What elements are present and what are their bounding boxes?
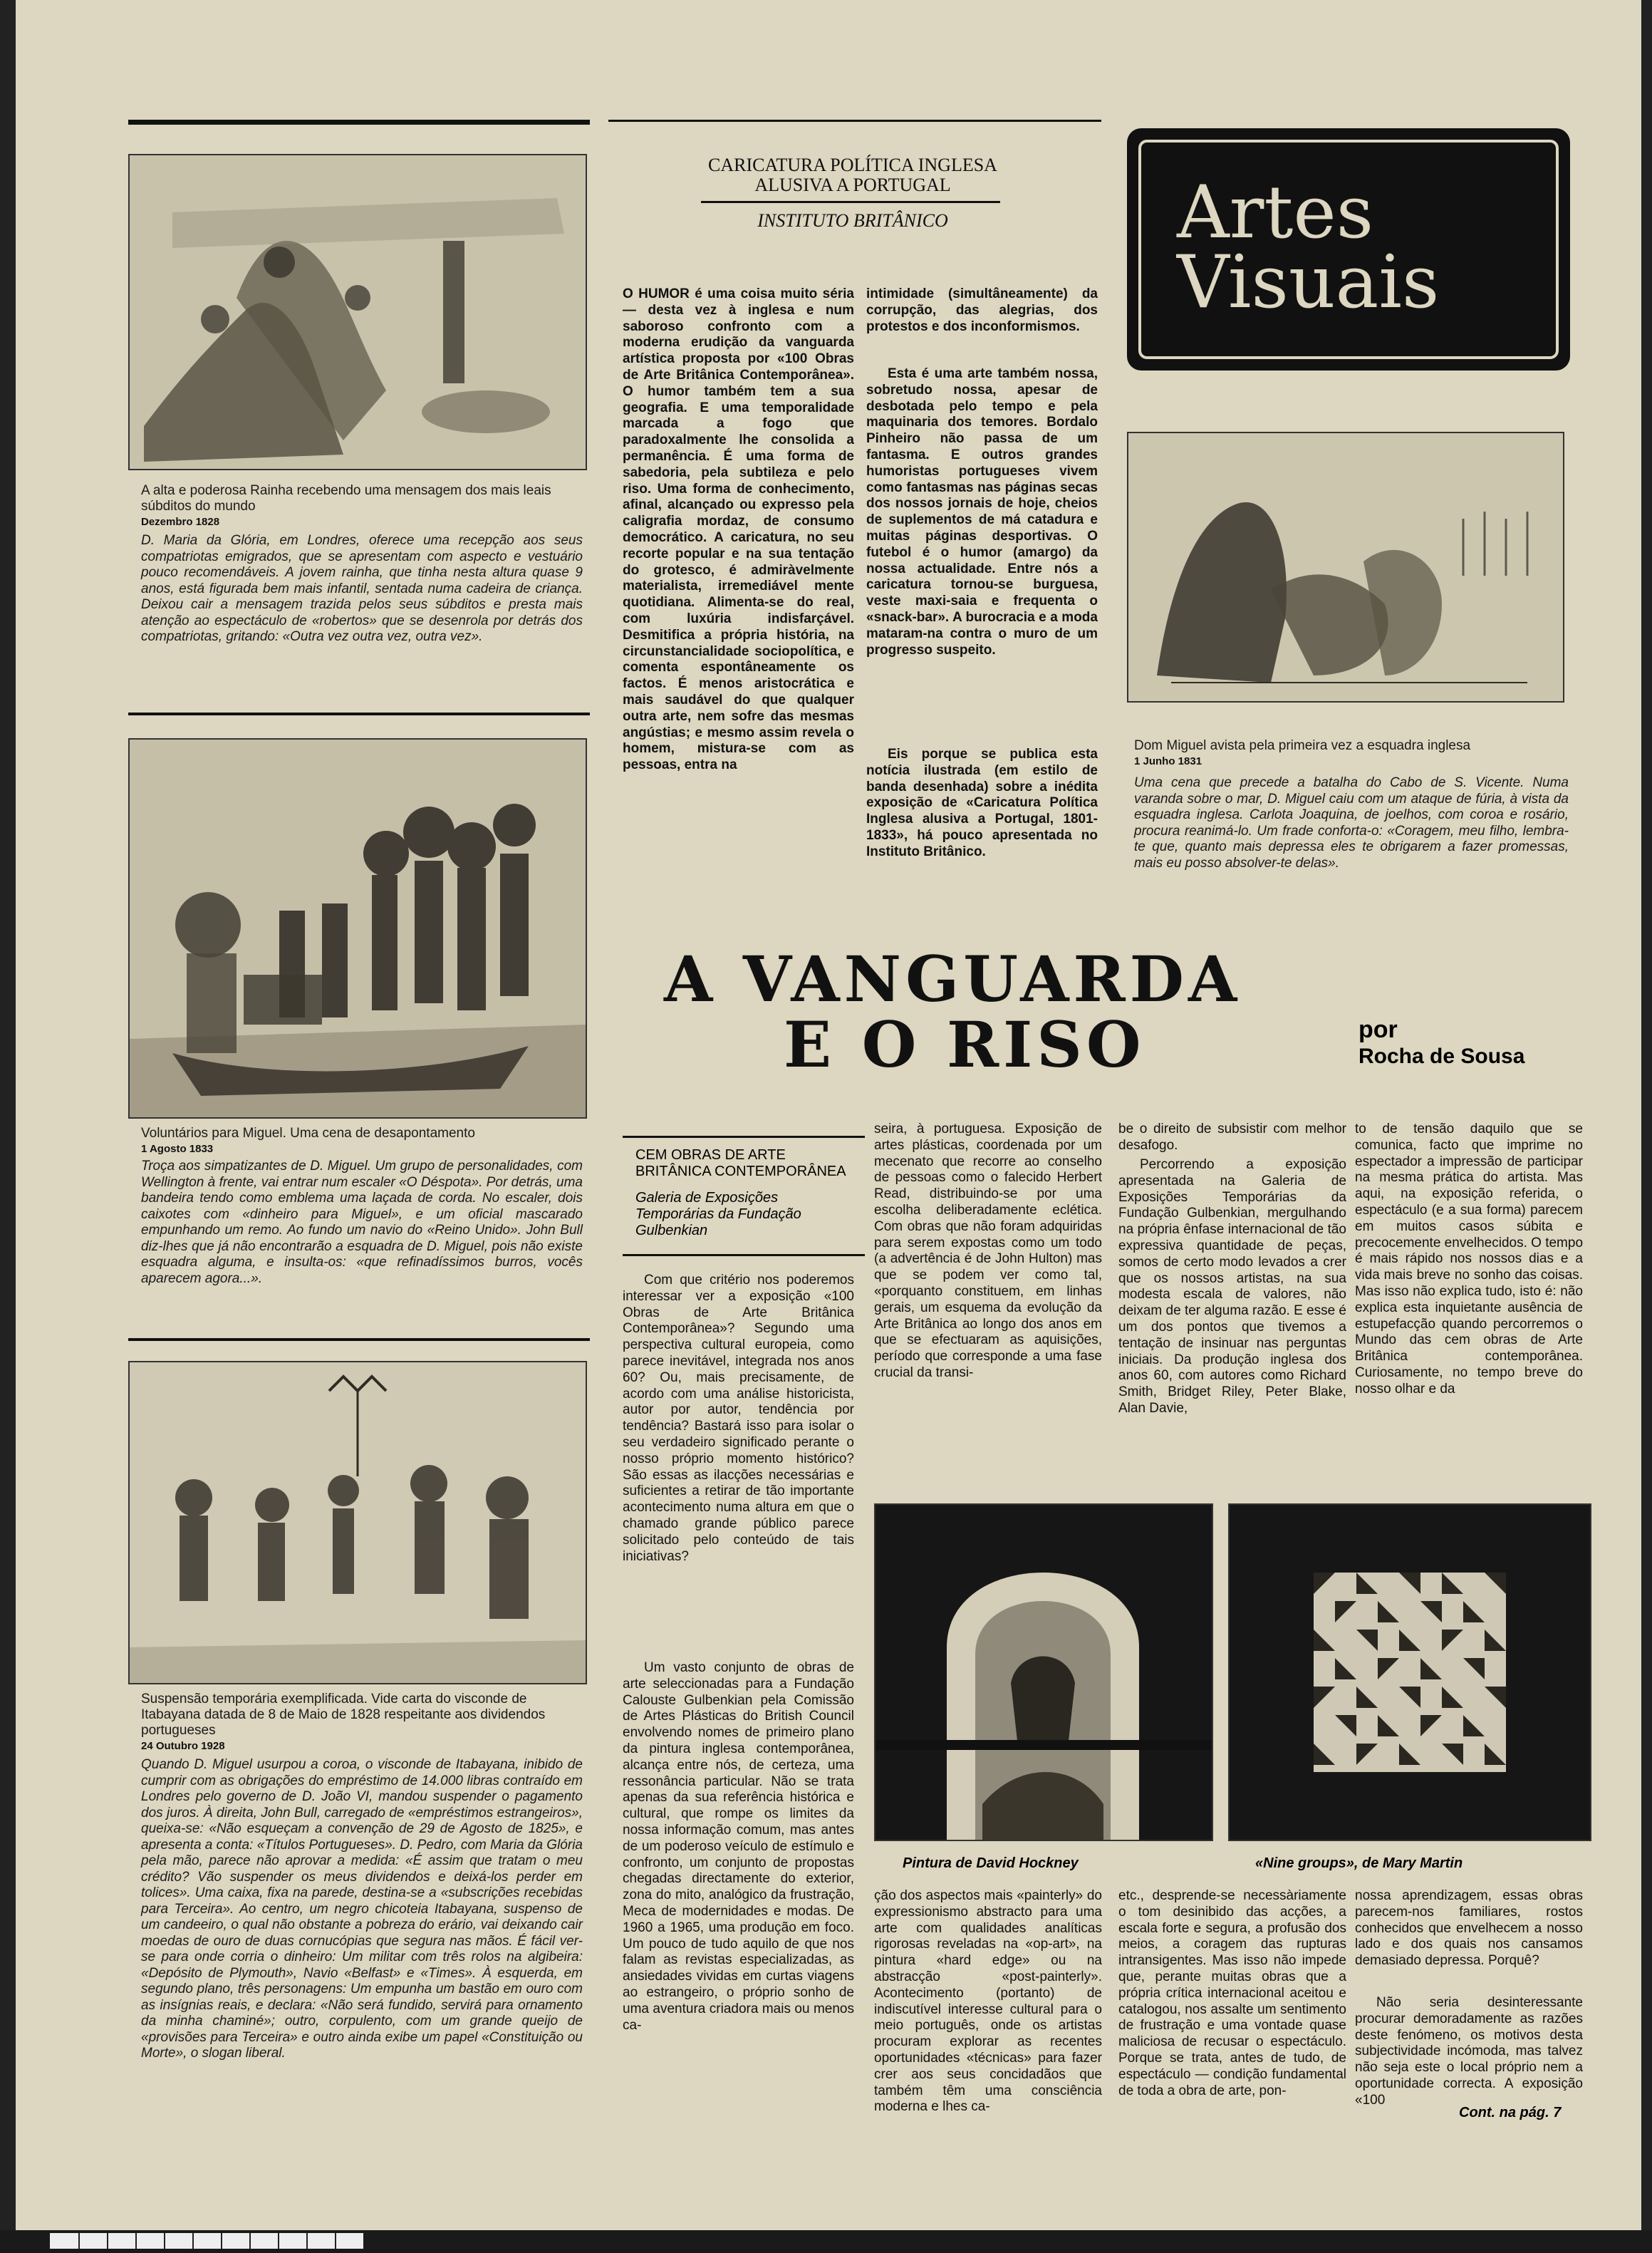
article-column-4c: nossa aprendizagem, essas obras parecem-nos familiares, rostos conhecidos que envelhecem a nosso lado e dos quais nos cansamos demasiado depressa. Porquê? — [1355, 1888, 1583, 1969]
photo-caption-hockney: Pintura de David Hockney — [903, 1855, 1079, 1871]
artes-visuais-logo — [1127, 128, 1570, 371]
intro-column-2b: Esta é uma arte também nossa, sobretudo nossa, apesar de desbotada pelo tempo e pela maquinaria dos temores. Bordalo Pinheiro não passa de um fantasma. E outros grandes humoristas portugueses vivem como fantasmas nas páginas secas dos nossos jornais de hoje, cheios de suplementos de má catadura e muitas páginas desportivas. O futebol é o humor (amargo) da nossa actualidade. Entre nós a caricatura tornou-se burguesa, veste maxi-saia e frequenta o «snack-bar». A burocracia e a moda mataram-na contra o muro de um progresso suspeito. — [866, 366, 1098, 658]
caption-1-body: D. Maria da Glória, em Londres, oferece uma recepção aos seus compatriotas emigrados, que se apresentam com aspecto e vestuário pouco recomendáveis. A jovem rainha, que tinha nesta altura quase 9 anos, está figurada bem mais infantil, sentada numa cadeira de criança. Deixou cair a mensagem trazida pelos seus súbditos e presta mais atenção ao espectáculo de «robertos» que se desenrola por detrás dos compatriotas, gritando: «Outra vez outra vez, outra vez». — [141, 533, 583, 644]
article-column-4: to de tensão daquilo que se comunica, facto que imprime no espectador a impressão de participar na mesma prática do artista. Mas aqui, na exposição referida, o espectáculo (e a sua forma) parecem em muitos casos súbita e precocemente envelhecidos. O tempo é mais rápido nos nossos dias e a vida mais breve no sonho das coisas. Mas isso não explica tudo, isto é: não explica esta inquietante ausência de estupefacção quando percorremos o Mundo das cem obras de Arte Britânica contemporânea. Curiosamente, no tempo breve do nosso olhar e da — [1355, 1122, 1584, 1397]
sidebar-top-rule — [623, 1136, 865, 1138]
top-rule-right — [608, 120, 1101, 122]
header-underline — [701, 201, 1000, 203]
section-title-line1: CARICATURA POLÍTICA INGLESA — [708, 155, 997, 175]
scan-ruler — [50, 2233, 363, 2249]
section-title-line2: ALUSIVA A PORTUGAL — [754, 175, 951, 195]
caption-4-date: 1 Junho 1831 — [1134, 755, 1202, 767]
article-headline-line1: A VANGUARDA — [664, 942, 1242, 1016]
newspaper-page — [16, 0, 1641, 2230]
section-subtitle: INSTITUTO BRITÂNICO — [757, 210, 948, 231]
intro-column-2c: Eis porque se publica esta notícia ilustrada (em estilo de banda desenhada) sobre a inédita exposição de «Caricatura Política Inglesa alusiva a Portugal, 1801-1833», há pouco apresentada no Instituto Britânico. — [866, 747, 1098, 859]
caption-3-date: 24 Outubro 1928 — [141, 1740, 225, 1752]
article-column-4d: Não seria desinteressante procurar demoradamente as razões deste fenómeno, os motivos desta subjectividade incómoda, mas talvez não seja este o local próprio nem a oportunidade correcta. A exposição «100 — [1355, 1995, 1583, 2108]
byline-por: por — [1359, 1016, 1398, 1043]
caption-2-date: 1 Agosto 1833 — [141, 1143, 214, 1155]
sidebar-bottom-rule — [623, 1254, 865, 1256]
caption-4-title: Dom Miguel avista pela primeira vez a esquadra inglesa — [1134, 738, 1471, 753]
caption-2-title: Voluntários para Miguel. Uma cena de desapontamento — [141, 1126, 475, 1141]
article-headline-line2: E O RISO — [784, 1008, 1146, 1082]
caption-3-title: Suspensão temporária exemplificada. Vide carta do visconde de Itabayana datada de 8 de Maio de 1828 respeitante aos dividendos portugueses — [141, 1692, 546, 1738]
caricature-photo-1 — [128, 154, 587, 470]
caption-2-body: Troça aos simpatizantes de D. Miguel. Um grupo de personalidades, com Wellington à frente, vai entrar num escaler «O Déspota». Por detrás, uma bandeira tendo como emblema uma laçada de corda. No escaler, dois caixotes com «dinheiro para Miguel», e um oficial mascarado empunhando um remo. Ao fundo um navio do «Reino Unido». John Bull diz-lhes que já não encontrarão a esquadra de D. Miguel, pois não existe esquadra alguma, e insulta-os: «que refinadíssimos burros, vocês aparecem agora...». — [141, 1159, 583, 1286]
hockney-painting-photo — [874, 1503, 1213, 1841]
caption-4-body: Uma cena que precede a batalha do Cabo de S. Vicente. Numa varanda sobre o mar, D. Miguel caiu com um ataque de fúria, à vista da esquadra inglesa. Carlota Joaquina, de joelhos, com coroa e rosário, procura reanimá-lo. Um frade conforta-o: «Coragem, meu filho, lembra-te que, quanto mais depressa eles te obrigarem a fazer promessas, mais eu posso absolver-te delas». — [1134, 775, 1569, 871]
caption-1-title: A alta e poderosa Rainha recebendo uma mensagem dos mais leais súbditos do mundo — [141, 483, 551, 514]
logo-line-2: Visuais — [1177, 240, 1440, 325]
article-column-2c: ção dos aspectos mais «painterly» do expressionismo abstracto para uma arte com qualidades analíticas rigorosas reveladas na «op-art», na pintura «hard edge» ou na abstracção «post-painterly». Acontecimento (portanto) de indiscutível interesse cultural para o meio português, onde os artistas procuram explorar as recentes oportunidades «técnicas» para fazer crer aos seus concidadãos que também têm uma consciência moderna e lhes ca- — [874, 1888, 1102, 2115]
caption-1-date: Dezembro 1828 — [141, 516, 220, 528]
intro-column-1: O HUMOR é uma coisa muito séria — desta vez à inglesa e num saboroso confronto com a moderna erudição da vanguarda artística proposta por «100 Obras de Arte Britânica Contemporânea». O humor também tem a sua geografia. E uma temporalidade marcada a fogo que paradoxalmente lhe consolida a permanência. É uma forma de sabedoria, pela subtileza e pelo riso. Uma forma de conhecimento, afinal, alcançado ou expresso pela caligrafia mordaz, de consumo democrático. A caricatura, no seu recorte popular e na sua tentação do grotesco, é admiràvelmente materialista, irremediável mente quotidiana. Alimenta-se do real, com luxúria indisfarçável. Desmitifica a própria história, na circunstancialidade sociopolítica, e comenta espontâneamente os factos. É menos aristocrática e mais saudável do que qualquer outra arte, nem sofre das mesmas angústias; e mesmo assim revela o homem, mistura-se com as pessoas, entra na — [623, 286, 854, 773]
divider-left-1 — [128, 713, 590, 715]
caricature-photo-2 — [128, 738, 587, 1119]
article-column-1: Com que critério nos poderemos interessar ver a exposição «100 Obras de Arte Britânica Contemporânea»? Segundo uma perspectiva cultural europeia, como parece inevitável, integrada nos anos 60? Ou, mais precisamente, de acordo com uma análise historicista, autor por autor, tendência por tendência? Bastará isso para isolar o seu verdadeiro significado perante o nosso próprio momento histórico? São essas as ilacções necessárias e suficientes a retirar de tão importante acontecimento numa altura em que o chamado grande público parece solicitado pelo conteúdo de tais iniciativas? — [623, 1273, 854, 1564]
caricature-photo-4 — [1127, 432, 1564, 703]
article-column-1b: Um vasto conjunto de obras de arte seleccionadas para a Fundação Calouste Gulbenkian pela Comissão de Artes Plásticas do British Council envolvendo nomes de primeiro plano da pintura inglesa contemporânea, alcança entre nós, de certeza, uma ressonância particular. Não se trata apenas da sua referência histórica e cultural, que rompe os limites da nossa informação comum, mas antes de um poderoso veículo de estímulo e confronto, um conjunto de propostas chegadas directamente do exterior, zona do mito, analógico da frustração, Meca de modernidades e modas. De 1960 a 1965, uma produção em foco. Um pouco de tudo aquilo de que nos falam as revistas especializadas, as ansiedades vividas em curtas viagens ao estrangeiro, o próprio sonho de uma aventura criadora mais ou menos ca- — [623, 1660, 854, 2033]
caption-3-body: Quando D. Miguel usurpou a coroa, o visconde de Itabayana, inibido de cumprir com as obrigações do empréstimo de 14.000 libras contraído em Londres pelo governo de D. João VI, mandou suspender o pagamento dos juros. À direita, John Bull, carregado de «empréstimos estrangeiros», queixa-se: «Não esqueçam a convenção de 29 de Agosto de 1825», e apresenta a conta: «Títulos Portugueses». D. Pedro, com Maria da Glória pela mão, parece não aprovar a medida: «É assim que tratam o meu crédito? Vão suspender os meus dividendos e deixá-los perder em tolices». Uma caixa, fixa na parede, destina-se a «subscrições recebidas para Terceira». Ao centro, um negro chicoteia Itabayana, suspenso de um candeeiro, o qual não obstante a pobreza do erário, vai deixando cair moedas de ouro de duas cornucópias que segura nas mãos. É fácil ver-se para onde corria o dinheiro: Um militar com três rolos na algibeira: «Depósito de Plymouth», Navio «Belfast» e «Times». À esquerda, em segundo plano, três personagens: Um empunha um bastão em ouro com as insígnias reais, e declara: «Não será fundido, servirá para ornamento da minha chaminé»; outro, corpulento, com um grande queijo de «provisões para Terceira» e outro ainda exibe um papel «Constituição ou Morte», o slogan liberal. — [141, 1757, 583, 2061]
article-column-3: be o direito de subsistir com melhor desafogo. — [1118, 1122, 1346, 1153]
divider-left-2 — [128, 1338, 590, 1341]
article-column-2: seira, à portuguesa. Exposição de artes plásticas, coordenada por um mecenato que recorre ao conselho de pessoas como o falecido Herbert Read, distribuindo-se por uma escolha deliberadamente eclética. Com obras que não foram adquiridas para serem expostas como um todo (a advertência é de John Hulton) mas que se podem ver como tal, «porquanto constituem, em linhas gerais, um esquema da evolução da Arte Britânica ao longo dos anos em que se efectuaram as aquisições, período que corresponde a uma fase crucial da transi- — [874, 1122, 1102, 1380]
sidebar-title: CEM OBRAS DE ARTE BRITÂNICA CONTEMPORÂNEA — [635, 1147, 846, 1179]
sidebar-subtitle: Galeria de Exposições Temporárias da Fundação Gulbenkian — [635, 1190, 801, 1238]
intro-column-2a: intimidade (simultâneamente) da corrupção, das alegrias, dos protestos e dos inconformismos. — [866, 286, 1098, 334]
continued-note: Cont. na pág. 7 — [1459, 2105, 1562, 2120]
caricature-photo-3 — [128, 1361, 587, 1684]
article-column-3c: etc., desprende-se necessàriamente o tom desinibido das acções, a escala forte e segura, a profusão dos meios, a coragem das rupturas intransigentes. Mas isso não impede que, perante muitas obras que a própria crítica internacional aceitou e catalogou, nos assalte um sentimento de frustração e uma vontade quase maliciosa de recusar o espectáculo. Porque se trata, antes de tudo, de espectáculo — condição fundamental de toda a obra de arte, pon- — [1118, 1888, 1346, 2098]
photo-caption-martin: «Nine groups», de Mary Martin — [1255, 1855, 1463, 1871]
byline-author: Rocha de Sousa — [1359, 1045, 1525, 1068]
article-column-3b: Percorrendo a exposição apresentada na Galeria de Exposições Temporárias da Fundação Gulbenkian, mergulhando na própria ênfase internacional de tão expressiva quantidade de peças, somos de certo modo levados a crer que os nossos artistas, na sua modesta escala de valores, não deixam de ter alguma razão. E esse é um dos pontos que tivemos a tentação de insinuar nas perguntas iniciais. Da produção inglesa dos anos 60, com autores como Richard Smith, Bridget Riley, Peter Blake, Alan Davie, — [1118, 1157, 1347, 1416]
mary-martin-photo — [1228, 1503, 1591, 1841]
top-rule-left — [128, 120, 590, 125]
logo-line-1: Artes — [1177, 170, 1374, 255]
